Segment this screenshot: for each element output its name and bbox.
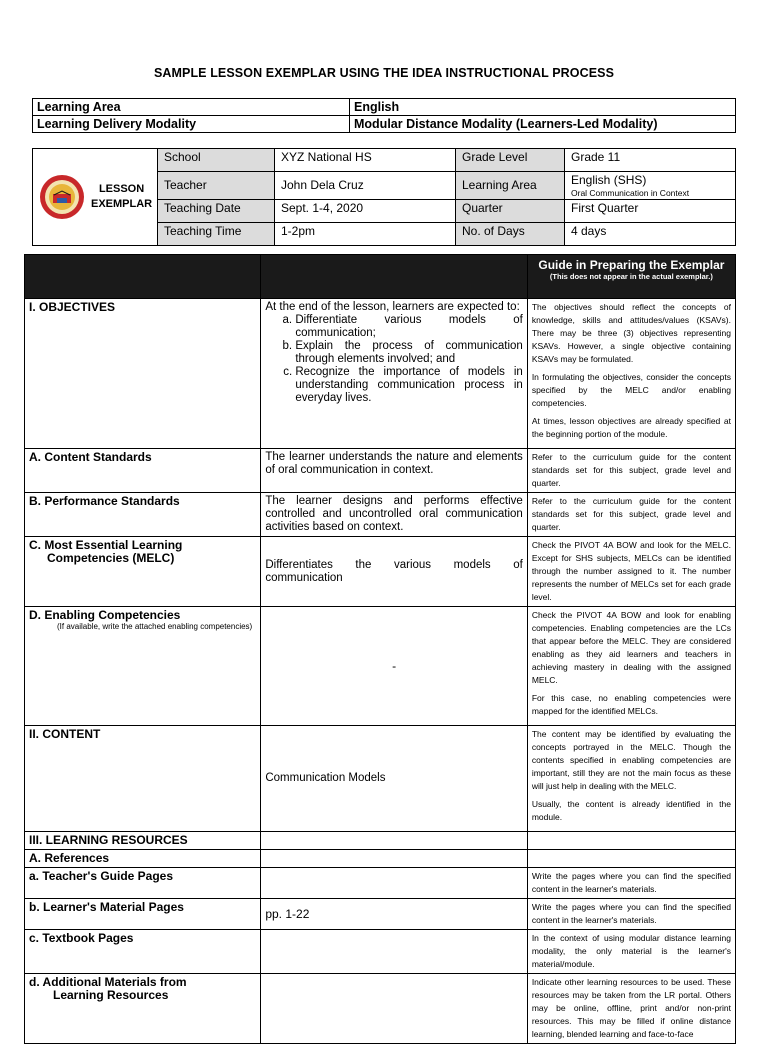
header-blank-2 — [261, 255, 527, 299]
additional-label — [25, 974, 261, 1044]
quarter-label: Quarter — [456, 200, 565, 223]
guide-paragraph: Usually, the content is already identified in the module. — [531, 799, 731, 822]
performance-standards-value: The learner designs and performs effective controlled and uncontrolled oral communication activities based on context. — [261, 493, 527, 537]
guide-paragraph: Check the PIVOT 4A BOW and look for enabling competencies. Enabling competencies are the LCs that appear before the MELC. They are considered enabling as they aid learners and teachers in achieving mastery in dealing with the assigned MELC. — [531, 610, 731, 685]
objectives-content — [261, 299, 527, 449]
modality-label: Learning Delivery Modality — [33, 116, 350, 133]
lesson-exemplar-cell — [33, 149, 158, 246]
grade-value: Grade 11 — [565, 149, 736, 172]
list-item: c. Recognize the importance of models in understanding communication process in everyday lives. — [295, 366, 522, 405]
table-row — [25, 607, 736, 726]
enabling-label: D. Enabling Competencies — [29, 608, 181, 622]
header-blank-1 — [25, 255, 261, 299]
content-standards-label: A. Content Standards — [25, 449, 261, 493]
table-row — [25, 493, 736, 537]
learning-area-label: Learning Area — [33, 99, 350, 116]
table-row — [25, 726, 736, 832]
time-value: 1-2pm — [275, 223, 456, 246]
textbook-guide: In the context of using modular distance learning modality, the only material is the learner's material/module. — [527, 930, 735, 974]
modality-value: Modular Distance Modality (Learners-Led Modality) — [350, 116, 736, 133]
resources-label: III. LEARNING RESOURCES — [25, 832, 261, 850]
area-value: English (SHS) — [571, 173, 647, 187]
guide-title: Guide in Preparing the Exemplar — [538, 258, 725, 272]
melc-label-line1: C. Most Essential Learning — [29, 538, 183, 552]
guide-paragraph: The objectives should reflect the concepts of knowledge, skills and attitudes/values (KSAVs). There may be three (3) objectives representing KSAVs. However, a single objective containing KSAVs may be formulated. — [531, 302, 731, 364]
melc-label — [25, 537, 261, 607]
lm-label: b. Learner's Material Pages — [25, 899, 261, 930]
objectives-intro: At the end of the lesson, learners are expected to: — [265, 301, 520, 313]
content-value: Communication Models — [261, 726, 527, 832]
teacher-value: John Dela Cruz — [275, 172, 456, 200]
table-row — [25, 974, 736, 1044]
area-label: Learning Area — [456, 172, 565, 200]
list-item: a. Differentiate various models of communication; — [295, 314, 522, 340]
table-row — [25, 850, 736, 868]
table-row — [25, 832, 736, 850]
tg-guide: Write the pages where you can find the specified content in the learner's materials. — [527, 868, 735, 899]
guide-header — [527, 255, 735, 299]
grade-label: Grade Level — [456, 149, 565, 172]
empty-cell — [527, 832, 735, 850]
school-seal-icon — [39, 174, 85, 220]
references-label: A. References — [25, 850, 261, 868]
table-row — [25, 537, 736, 607]
empty-cell — [261, 868, 527, 899]
content-standards-guide: Refer to the curriculum guide for the content standards set for this subject, grade level and quarter. — [527, 449, 735, 493]
enabling-note: (If available, write the attached enabling competencies) — [57, 622, 253, 631]
guide-paragraph: For this case, no enabling competencies were mapped for the identified MELCs. — [531, 693, 731, 716]
school-label: School — [158, 149, 275, 172]
lesson-label: LESSON — [98, 183, 145, 195]
tg-label: a. Teacher's Guide Pages — [25, 868, 261, 899]
area-value-cell — [565, 172, 736, 200]
teacher-label: Teacher — [158, 172, 275, 200]
table-row — [25, 868, 736, 899]
empty-cell — [261, 974, 527, 1044]
enabling-value: - — [261, 607, 527, 726]
lm-guide: Write the pages where you can find the specified content in the learner's materials. — [527, 899, 735, 930]
lm-value: pp. 1-22 — [261, 899, 527, 930]
enabling-guide — [527, 607, 735, 726]
date-label: Teaching Date — [158, 200, 275, 223]
list-item: b. Explain the process of communication through elements involved; and — [295, 340, 522, 366]
exemplar-label: EXEMPLAR — [91, 198, 153, 210]
textbook-label: c. Textbook Pages — [25, 930, 261, 974]
guide-paragraph: The content may be identified by evaluating the concepts portrayed in the MELC. Though the contents specified in enabling competencies are important, still they are not the main focus as these will just help in dealing with the MELC. — [531, 729, 731, 791]
empty-cell — [261, 930, 527, 974]
content-guide — [527, 726, 735, 832]
time-label: Teaching Time — [158, 223, 275, 246]
performance-standards-guide: Refer to the curriculum guide for the content standards set for this subject, grade level and quarter. — [527, 493, 735, 537]
objectives-label: I. OBJECTIVES — [25, 299, 261, 449]
lesson-header-table — [32, 148, 736, 246]
melc-guide: Check the PIVOT 4A BOW and look for the MELC. Except for SHS subjects, MELCs can be identified through the number assigned to it. The number represents the number of MELCs set for each grade level. — [527, 537, 735, 607]
area-sub: Oral Communication in Context — [571, 188, 690, 198]
date-value: Sept. 1-4, 2020 — [275, 200, 456, 223]
table-header-row — [25, 255, 736, 299]
additional-guide: Indicate other learning resources to be used. These resources may be taken from the LR portal. Others may be online, offline, print and/or non-print resources. This may be filled if online distance learning, blended learning and face-to-face — [527, 974, 735, 1044]
enabling-label-cell — [25, 607, 261, 726]
performance-standards-label: B. Performance Standards — [25, 493, 261, 537]
learning-area-table — [32, 98, 736, 133]
quarter-value: First Quarter — [565, 200, 736, 223]
content-label: II. CONTENT — [25, 726, 261, 832]
table-row — [25, 299, 736, 449]
school-value: XYZ National HS — [275, 149, 456, 172]
melc-value: Differentiates the various models of communication — [261, 537, 527, 607]
days-label: No. of Days — [456, 223, 565, 246]
guide-subtitle: (This does not appear in the actual exemplar.) — [549, 272, 713, 281]
table-row — [25, 899, 736, 930]
objectives-list — [265, 314, 522, 405]
exemplar-table — [24, 254, 736, 1044]
additional-label-line2: Learning Resources — [53, 988, 169, 1002]
objectives-guide — [527, 299, 735, 449]
additional-label-line1: d. Additional Materials from — [29, 975, 187, 989]
melc-label-line2: Competencies (MELC) — [47, 551, 175, 565]
empty-cell — [261, 832, 527, 850]
empty-cell — [261, 850, 527, 868]
guide-paragraph: At times, lesson objectives are already specified at the beginning portion of the module. — [531, 416, 731, 439]
page-title: SAMPLE LESSON EXEMPLAR USING THE IDEA INSTRUCTIONAL PROCESS — [153, 66, 615, 80]
table-row — [25, 930, 736, 974]
table-row — [25, 449, 736, 493]
content-standards-value: The learner understands the nature and elements of oral communication in context. — [261, 449, 527, 493]
learning-area-value: English — [350, 99, 736, 116]
days-value: 4 days — [565, 223, 736, 246]
guide-paragraph: In formulating the objectives, consider the concepts specified by the MELC and/or enabling competencies. — [531, 372, 731, 408]
empty-cell — [527, 850, 735, 868]
